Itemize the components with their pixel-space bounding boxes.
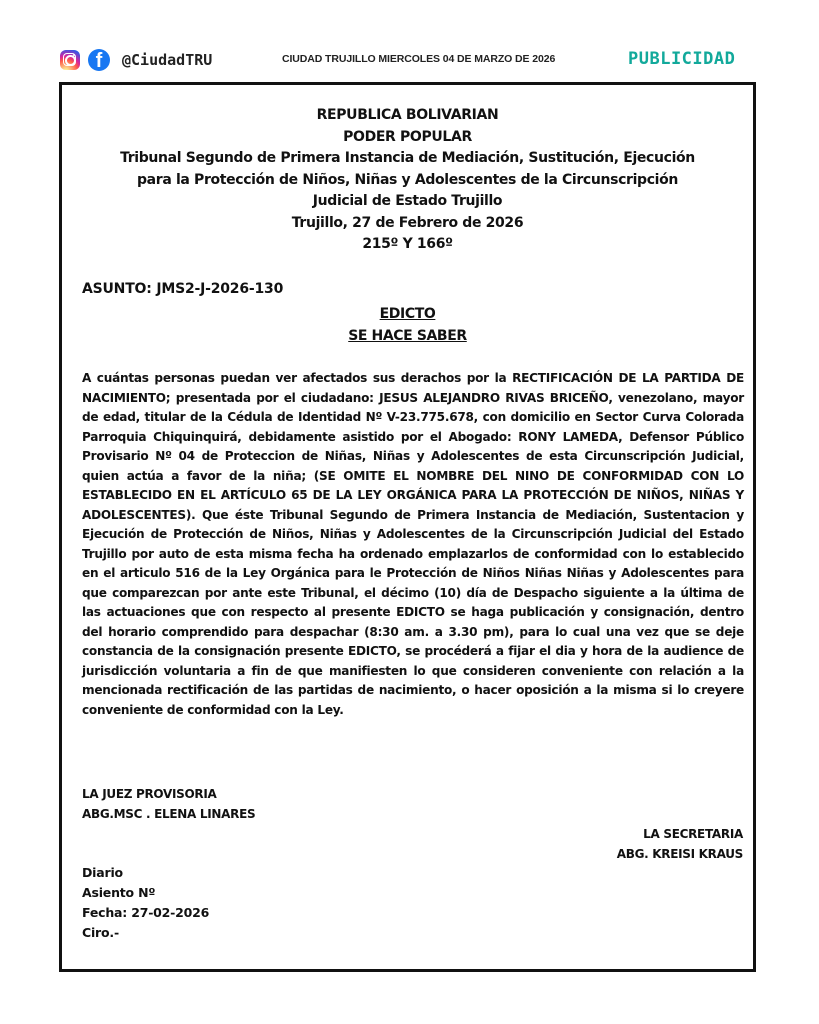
court-header (62, 105, 753, 256)
header-line: Judicial de Estado Trujillo (312, 193, 503, 209)
facebook-icon[interactable]: f (88, 49, 110, 71)
judge-name: ABG.MSC . ELENA LINARES (82, 807, 256, 821)
note-line: Ciro.- (82, 925, 119, 940)
social-links (60, 49, 212, 71)
note-line: Fecha: 27-02-2026 (82, 905, 210, 920)
secretary-role: LA SECRETARIA (643, 827, 743, 841)
section-label: PUBLICIDAD (628, 49, 736, 69)
header-line: Trujillo, 27 de Febrero de 2026 (291, 214, 524, 231)
header-line: PODER POPULAR (343, 128, 472, 145)
judge-signature (82, 784, 255, 824)
edict-title-block (62, 303, 753, 347)
social-handle[interactable]: @CiudadTRU (122, 51, 213, 69)
header-line: REPUBLICA BOLIVARIAN (316, 107, 499, 123)
header-line: Tribunal Segundo de Primera Instancia de Mediación, Sustitución, Ejecución (120, 150, 695, 166)
edict-subtitle: SE HACE SABER (348, 328, 467, 344)
edict-body: A cuántas personas puedan ver afectados sus derachos por la RECTIFICACIÓN DE LA PARTIDA DE NACIMIENTO; presentada por el ciudadano: JESUS ALEJANDRO RIVAS BRICEÑO, venezolano, mayor de edad, titular de la Cédula de Identidad Nº V-23.775.678, con domicilio en Sector Curva Colorada Parroquia Chiquinquirá, debidamente asistido por el Abogado: RONY LAMEDA, Defensor Público Provisario Nº 04 de Proteccion de Niñas, Niñas y Adolescentes de esta Circunscripción Judicial, quien actúa a favor de la niña; (SE OMITE EL NOMBRE DEL NINO DE CONFORMIDAD CON LO ESTABLECIDO EN EL ARTÍCULO 65 DE LA LEY ORGÁNICA PARA LA PROTECCIÓN DE NIÑOS, NIÑAS Y ADOLESCENTES). Que éste Tribunal Segundo de Primera Instancia de Mediación, Sustentacion y Ejecución de Protección de Niños, Niñas y Adolescentes de la Circunscripción Judicial del Estado Trujillo por auto de esta misma fecha ha ordenado emplazarlos de conformidad con lo establecido en el articulo 516 de la Ley Orgánica para le Protección de Niños Niñas Niñas y Adolescentes para que comparezcan por ante este Tribunal, el décimo (10) día de Despacho siguiente a la última de las actuaciones que con respecto al presente EDICTO se haga publicación y consignación, dentro del horario comprendido para despachar (8:30 am. a 3.30 pm), para lo cual una vez que se deje constancia de la consignación presente EDICTO, se procéderá a fijar el dia y hora de la audience de jurisdicción voluntaria a fin de que manifiesten lo que consideren conveniente con relación a la mencionada rectificación de las partidas de nacimiento, o hacer oposición a la misma si lo creyere conveniente de conformidad con la Ley. (82, 371, 744, 717)
page-header (0, 0, 819, 80)
instagram-icon[interactable] (60, 50, 80, 70)
header-line: 215º Y 166º (362, 236, 453, 252)
publication-dateline: CIUDAD TRUJILLO MIERCOLES 04 DE MARZO DE 2026 (282, 53, 556, 65)
case-subject: ASUNTO: JMS2-J-2026-130 (82, 281, 284, 297)
secretary-signature (617, 824, 743, 864)
header-line: para la Protección de Niños, Niñas y Adolescentes de la Circunscripción (137, 171, 678, 188)
publication-notes (82, 863, 209, 943)
secretary-name: ABG. KREISI KRAUS (616, 847, 743, 861)
edict-document (59, 82, 756, 972)
judge-role: LA JUEZ PROVISORIA (82, 787, 217, 801)
note-line: Asiento Nº (82, 885, 156, 900)
edict-title: EDICTO (379, 306, 436, 322)
note-line: Diario (82, 865, 123, 880)
